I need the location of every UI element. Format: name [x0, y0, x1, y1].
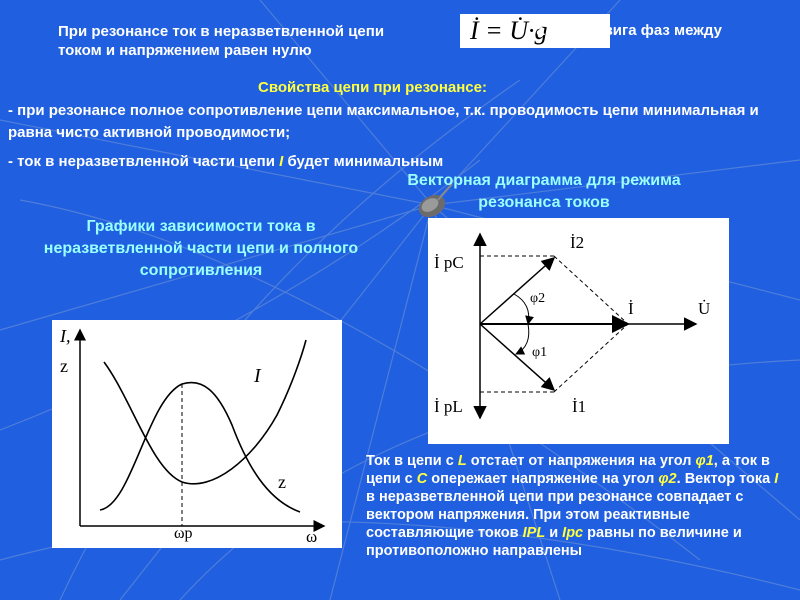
inductance-variable: L: [457, 453, 467, 469]
omega-label: ω: [306, 527, 318, 546]
y-axis-label-z: z: [60, 356, 68, 376]
resonance-graph-panel: [52, 320, 342, 548]
vector-diagram-heading: Векторная диаграмма для режима резонанса токов: [407, 172, 681, 211]
phi2-variable: φ2: [658, 471, 677, 487]
explanation-part: в неразветвленной цепи при резонансе совпадает с вектором напряжения. При этом реактивные составляющие токов: [366, 489, 744, 541]
explanation-part: отстает от напряжения на угол: [466, 453, 696, 469]
resonance-title: [58, 22, 478, 60]
current-formula: İ = U̇·g: [460, 14, 610, 48]
angle-phi1-arc: [516, 324, 529, 354]
label-i: İ: [628, 299, 634, 318]
title-line1: При резонансе ток в неразветвленной цепи: [58, 23, 385, 40]
explanation-part: Ток в цепи с: [366, 453, 458, 469]
vector-diagram: [428, 218, 729, 444]
explanation-part: . Вектор тока: [676, 471, 775, 487]
explanation-part: равны по величине и противоположно направлены: [366, 525, 742, 559]
curve-i-label: I: [254, 365, 261, 387]
label-ipl: İ pL: [434, 397, 463, 416]
title-line2: током и напряжением равен нулю: [58, 42, 312, 59]
curve-z-label: z: [278, 472, 286, 492]
label-phi1: φ1: [532, 345, 548, 360]
explanation-part: , а ток в цепи с: [366, 453, 770, 487]
property-item-2-text: - ток в неразветвленной части цепи: [8, 153, 280, 170]
explanation-part: опережает напряжение на угол: [427, 471, 659, 487]
property-item-2-text-end: будет минимальным: [283, 153, 444, 170]
capacitance-variable: C: [416, 471, 428, 487]
current-variable: I: [774, 471, 779, 487]
vector-diagram-panel: [428, 218, 729, 444]
angle-phi2-arc: [514, 294, 529, 324]
property-item-2: [8, 152, 608, 171]
phi1-variable: φ1: [695, 453, 714, 469]
ipl-variable: IPL: [522, 525, 546, 541]
label-i2: İ2: [570, 233, 585, 252]
label-phi2: φ2: [530, 291, 546, 306]
graphs-heading: Графики зависимости тока в неразветвленной части цепи и полного сопротивления: [43, 218, 359, 279]
omega-p-label: ωp: [174, 525, 193, 542]
property-item-1: - при резонансе полное сопротивление цепи максимальное, т.к. проводимость цепи минимальная и равна чисто активной проводимости;: [8, 102, 759, 141]
properties-heading: Свойства цепи при резонансе:: [258, 79, 487, 96]
label-u: U̇: [698, 299, 711, 318]
label-i1: İ1: [572, 397, 587, 416]
current-variable: I: [279, 153, 284, 170]
y-axis-label: I,: [60, 326, 71, 346]
label-ipc: İ pC: [434, 253, 464, 272]
impedance-curve: [100, 383, 300, 512]
ipc-variable: Ipc: [562, 525, 584, 541]
explanation-part: и: [545, 525, 563, 541]
title-line1-rest: , а угол сдвига фаз между: [528, 22, 722, 39]
resonance-graph: [52, 320, 342, 548]
explanation-text: [366, 452, 786, 560]
